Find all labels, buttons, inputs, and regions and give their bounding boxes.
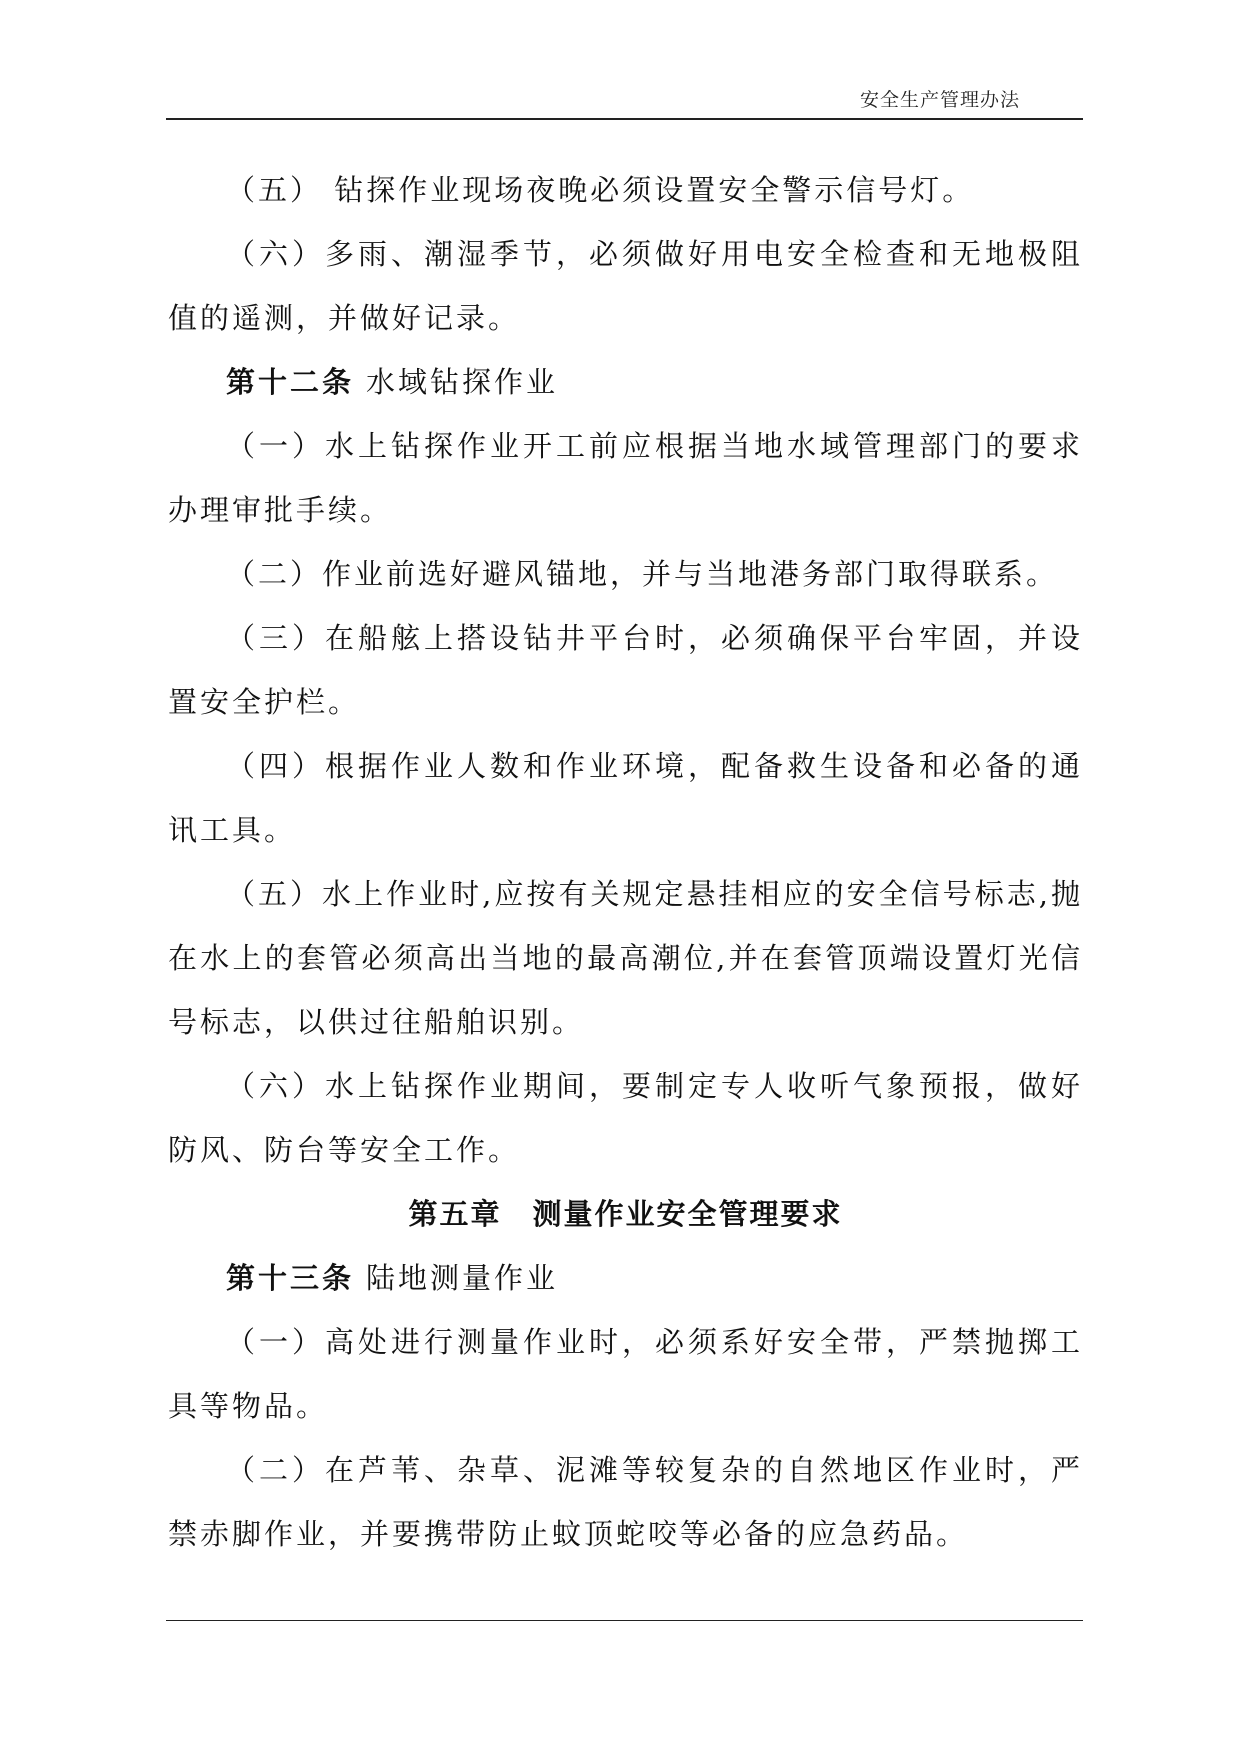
article-heading: [168, 350, 1083, 414]
item-paragraph: （一）高处进行测量作业时，必须系好安全带，严禁抛掷工具等物品。: [168, 1325, 1083, 1423]
item-paragraph: （五）水上作业时,应按有关规定悬挂相应的安全信号标志,抛在水上的套管必须高出当地的最高潮位,并在套管顶端设置灯光信号标志，以供过往船舶识别。: [168, 877, 1083, 1039]
header-divider: [166, 118, 1083, 120]
item-paragraph: （二）作业前选好避风锚地，并与当地港务部门取得联系。: [226, 557, 1059, 591]
item-paragraph: （六）多雨、潮湿季节，必须做好用电安全检查和无地极阻值的遥测，并做好记录。: [168, 237, 1083, 335]
item-paragraph: （二）在芦苇、杂草、泥滩等较复杂的自然地区作业时，严禁赤脚作业，并要携带防止蚊顶蛇咬等必备的应急药品。: [168, 1453, 1083, 1551]
article-number: 第十二条: [226, 365, 355, 399]
article-title: 陆地测量作业: [366, 1261, 559, 1295]
running-header: 安全生产管理办法: [859, 89, 1020, 111]
item-paragraph: （五） 钻探作业现场夜晚必须设置安全警示信号灯。: [226, 173, 975, 207]
item-paragraph: （四）根据作业人数和作业环境，配备救生设备和必备的通讯工具。: [168, 749, 1083, 847]
item-paragraph: （六）水上钻探作业期间，要制定专人收听气象预报，做好防风、防台等安全工作。: [168, 1069, 1083, 1167]
footer-divider: [166, 1620, 1083, 1621]
item-paragraph: （三）在船舷上搭设钻井平台时，必须确保平台牢固，并设置安全护栏。: [168, 621, 1083, 719]
document-body: [168, 158, 1083, 1566]
article-number: 第十三条: [226, 1261, 355, 1295]
chapter-heading: 第五章 测量作业安全管理要求: [408, 1197, 843, 1231]
article-heading: [168, 1246, 1083, 1310]
item-paragraph: （一）水上钻探作业开工前应根据当地水域管理部门的要求办理审批手续。: [168, 429, 1083, 527]
article-title: 水域钻探作业: [366, 365, 559, 399]
